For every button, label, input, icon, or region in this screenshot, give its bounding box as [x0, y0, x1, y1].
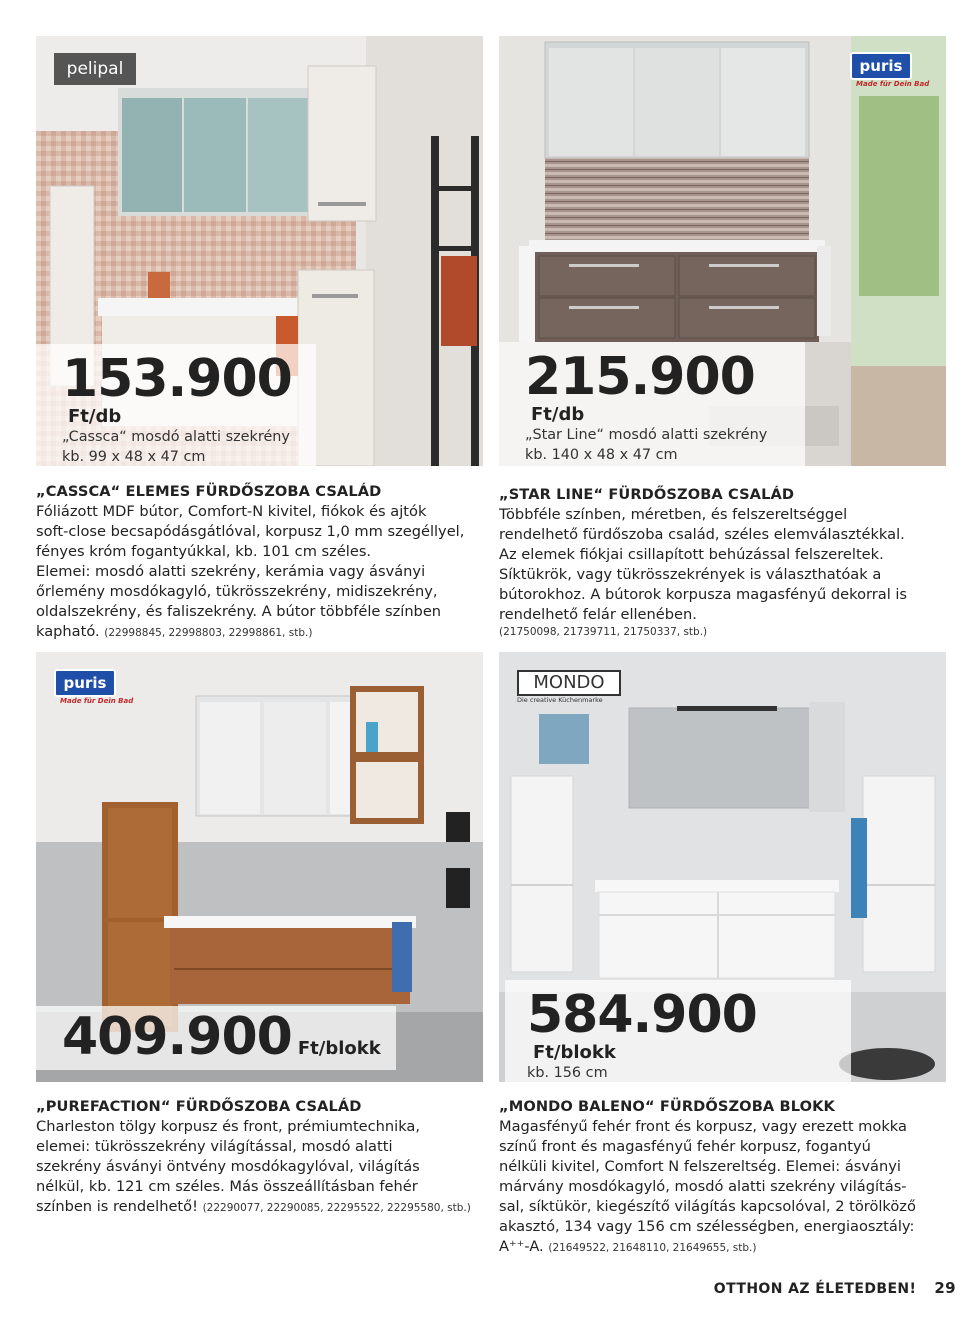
price-badge	[36, 1006, 396, 1070]
product-photo-mondo-baleno	[499, 652, 946, 1082]
price-value: 215.900	[525, 347, 755, 407]
description-line: elemei: tükrösszekrény világítással, mosdó alatti	[36, 1138, 393, 1155]
price-dimensions: kb. 99 x 48 x 47 cm	[62, 449, 206, 465]
description-line: soft-close becsapódásgátlóval, korpusz 1,0 mm szegéllyel,	[36, 523, 465, 540]
product-heading: „STAR LINE“ FÜRDŐSZOBA CSALÁD	[499, 486, 795, 503]
description-line: szekrény ásványi öntvény mosdókagylóval, világítás	[36, 1158, 420, 1175]
description-line: Magasfényű fehér front és korpusz, vagy erezett mokka	[499, 1118, 907, 1135]
description-line: bútorokhoz. A bútorok korpusza magasfényű dekorral is	[499, 586, 908, 603]
price-dimensions: kb. 140 x 48 x 47 cm	[525, 447, 678, 463]
description-line: nélküli kivitel, Comfort N felszereltség. Elemei: ásványi	[499, 1158, 901, 1175]
price-value: 409.900	[62, 1007, 292, 1067]
price-unit: Ft/blokk	[297, 1038, 381, 1059]
page-number: 29	[934, 1279, 956, 1297]
product-heading: „CASSCA“ ELEMES FÜRDŐSZOBA CSALÁD	[36, 483, 382, 500]
description-line: A⁺⁺-A.	[499, 1238, 544, 1255]
price-unit: Ft/blokk	[533, 1042, 616, 1063]
description-line: fényes króm fogantyúkkal, kb. 101 cm széles.	[36, 543, 372, 560]
description-line: Síktükrök, vagy tükrösszekrények is választhatóak a	[499, 566, 882, 583]
logo-text: puris	[859, 57, 903, 75]
product-heading: „MONDO BALENO“ FÜRDŐSZOBA BLOKK	[499, 1098, 835, 1115]
article-codes: (21750098, 21739711, 21750337, stb.)	[499, 626, 708, 638]
logo-text: puris	[63, 674, 107, 692]
description-line: márvány mosdókagyló, mosdó alatti szekrény világítás-	[499, 1178, 907, 1195]
description-line: oldalszekrény, és faliszekrény. A bútor többféle színben	[36, 603, 442, 620]
page-footer	[714, 1279, 956, 1297]
description-line: Többféle színben, méretben, és felszereltséggel	[499, 506, 848, 523]
product-heading: „PUREFACTION“ FÜRDŐSZOBA CSALÁD	[36, 1098, 362, 1115]
price-value: 584.900	[527, 985, 757, 1045]
product-photo-purefaction	[36, 652, 483, 1082]
description-line: rendelhető felár ellenében.	[499, 606, 697, 623]
brand-logo-puris	[54, 669, 116, 697]
product-photo-starline	[499, 36, 946, 466]
description-line: Az elemek fiókjai csillapított behúzással felszereltek.	[499, 546, 884, 563]
price-dimensions: kb. 156 cm	[527, 1065, 608, 1081]
brand-logo-puris	[850, 52, 912, 80]
brand-logo-pelipal	[54, 53, 136, 85]
logo-tagline: Die creative Küchenmarke	[517, 696, 603, 704]
price-unit: Ft/db	[531, 404, 585, 425]
description-line: színű front és magasfényű fehér korpusz, fogantyú	[499, 1138, 871, 1155]
price-badge	[505, 980, 851, 1082]
logo-text: pelipal	[66, 59, 124, 79]
description-line: sal, síktükör, kiegészítő világítás kapcsolóval, 2 törölköző	[499, 1198, 916, 1215]
price-unit: Ft/db	[68, 406, 122, 427]
brand-logo-mondo	[517, 670, 621, 696]
price-badge	[499, 342, 805, 466]
logo-tagline: Made für Dein Bad	[856, 80, 930, 88]
product-text-mondo-baleno	[499, 1097, 949, 1258]
logo-tagline: Made für Dein Bad	[60, 697, 134, 705]
product-photo-cassca	[36, 36, 483, 466]
article-codes: (21649522, 21648110, 21649655, stb.)	[548, 1242, 757, 1254]
description-line: akasztó, 134 vagy 156 cm szélességben, energiaosztály:	[499, 1218, 915, 1235]
description-line: rendelhető fürdőszoba család, széles elemválasztékkal.	[499, 526, 905, 543]
description-line: Fóliázott MDF bútor, Comfort-N kivitel, fiókok és ajtók	[36, 503, 427, 520]
product-text-cassca	[36, 482, 486, 643]
description-line: kapható.	[36, 623, 100, 640]
article-codes: (22998845, 22998803, 22998861, stb.)	[104, 627, 313, 639]
description-line: őrlemény mosdókagyló, tükrösszekrény, midiszekrény,	[36, 583, 438, 600]
price-value: 153.900	[62, 349, 292, 409]
logo-text: MONDO	[533, 672, 605, 693]
footer-tagline: OTTHON AZ ÉLETEDBEN!	[713, 1281, 917, 1297]
description-line: Elemei: mosdó alatti szekrény, kerámia vagy ásványi	[36, 563, 426, 580]
description-line: Charleston tölgy korpusz és front, prémiumtechnika,	[36, 1118, 421, 1135]
price-description: „Star Line“ mosdó alatti szekrény	[525, 427, 768, 443]
product-text-purefaction	[36, 1097, 486, 1218]
article-codes: (22290077, 22290085, 22295522, 22295580, stb.)	[202, 1202, 471, 1214]
price-badge	[36, 344, 316, 466]
product-text-starline	[499, 485, 949, 639]
description-line: nélkül, kb. 121 cm széles. Más összeállításban fehér	[36, 1178, 418, 1195]
description-line: színben is rendelhető!	[36, 1198, 198, 1215]
price-description: „Cassca“ mosdó alatti szekrény	[62, 429, 290, 445]
